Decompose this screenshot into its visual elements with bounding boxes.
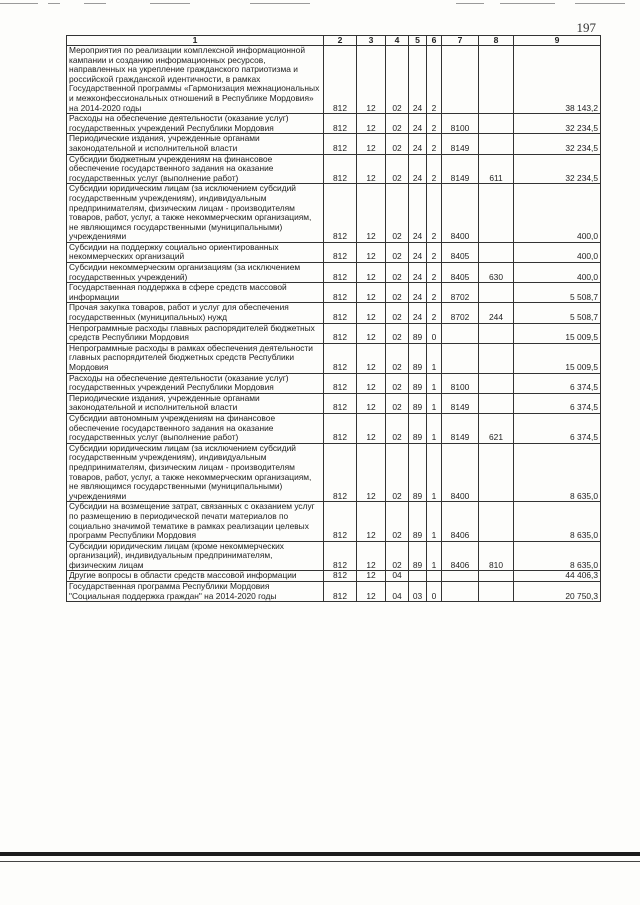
code-col-2: 812 xyxy=(324,571,357,582)
code-col-5: 24 xyxy=(409,46,427,114)
code-col-3: 12 xyxy=(357,242,386,262)
column-header: 1 xyxy=(67,36,324,46)
code-col-6: 2 xyxy=(427,184,442,243)
scan-top-marks xyxy=(0,3,640,7)
code-col-4: 02 xyxy=(386,263,409,283)
table-row xyxy=(67,283,601,303)
code-col-6: 2 xyxy=(427,46,442,114)
code-col-6: 2 xyxy=(427,242,442,262)
row-description: Периодические издания, учрежденные органами законодательной и исполнительной власти xyxy=(67,393,324,413)
code-col-2: 812 xyxy=(324,443,357,502)
code-col-6: 1 xyxy=(427,343,442,373)
code-col-8 xyxy=(479,582,514,602)
page-number: 197 xyxy=(576,20,596,35)
code-col-4: 02 xyxy=(386,46,409,114)
table-row xyxy=(67,263,601,283)
code-col-5: 89 xyxy=(409,393,427,413)
code-col-5: 89 xyxy=(409,502,427,541)
code-col-7 xyxy=(442,582,479,602)
code-col-7: 8406 xyxy=(442,541,479,571)
table-row xyxy=(67,303,601,323)
code-col-8 xyxy=(479,571,514,582)
column-header: 7 xyxy=(442,36,479,46)
amount-cell: 20 750,3 xyxy=(514,582,601,602)
code-col-4: 04 xyxy=(386,571,409,582)
amount-cell: 44 406,3 xyxy=(514,571,601,582)
code-col-3: 12 xyxy=(357,393,386,413)
table-row xyxy=(67,571,601,582)
code-col-7: 8100 xyxy=(442,114,479,134)
table-row xyxy=(67,373,601,393)
code-col-6: 1 xyxy=(427,373,442,393)
code-col-3: 12 xyxy=(357,46,386,114)
row-description: Непрограммные расходы главных распорядителей бюджетных средств Республики Мордовия xyxy=(67,323,324,343)
table-row xyxy=(67,393,601,413)
row-description: Государственная программа Республики Мордовия "Социальная поддержка граждан" на 2014-2020 годы xyxy=(67,582,324,602)
code-col-6: 1 xyxy=(427,541,442,571)
code-col-7 xyxy=(442,46,479,114)
table-row xyxy=(67,582,601,602)
code-col-5: 24 xyxy=(409,184,427,243)
amount-cell: 8 635,0 xyxy=(514,541,601,571)
row-description: Непрограммные расходы в рамках обеспечения деятельности главных распорядителей бюджетных средств Республики Мордовия xyxy=(67,343,324,373)
code-col-5: 24 xyxy=(409,154,427,184)
row-description: Расходы на обеспечение деятельности (оказание услуг) государственных учреждений Республики Мордовия xyxy=(67,114,324,134)
code-col-8 xyxy=(479,242,514,262)
code-col-4: 02 xyxy=(386,541,409,571)
code-col-5: 89 xyxy=(409,443,427,502)
amount-cell: 400,0 xyxy=(514,263,601,283)
amount-cell: 38 143,2 xyxy=(514,46,601,114)
code-col-2: 812 xyxy=(324,242,357,262)
table-row xyxy=(67,154,601,184)
amount-cell: 5 508,7 xyxy=(514,303,601,323)
code-col-5: 24 xyxy=(409,283,427,303)
column-header: 2 xyxy=(324,36,357,46)
code-col-6: 1 xyxy=(427,393,442,413)
code-col-7 xyxy=(442,343,479,373)
amount-cell: 6 374,5 xyxy=(514,413,601,443)
code-col-8 xyxy=(479,343,514,373)
column-header: 4 xyxy=(386,36,409,46)
code-col-3: 12 xyxy=(357,443,386,502)
code-col-2: 812 xyxy=(324,134,357,154)
code-col-5: 24 xyxy=(409,134,427,154)
table-body xyxy=(67,46,601,602)
code-col-2: 812 xyxy=(324,184,357,243)
code-col-5: 24 xyxy=(409,114,427,134)
code-col-2: 812 xyxy=(324,303,357,323)
code-col-7: 8405 xyxy=(442,263,479,283)
code-col-7: 8100 xyxy=(442,373,479,393)
row-description: Государственная поддержка в сфере средств массовой информации xyxy=(67,283,324,303)
code-col-3: 12 xyxy=(357,582,386,602)
table-row xyxy=(67,541,601,571)
code-col-6: 2 xyxy=(427,283,442,303)
code-col-6: 2 xyxy=(427,303,442,323)
amount-cell: 6 374,5 xyxy=(514,393,601,413)
column-header: 3 xyxy=(357,36,386,46)
code-col-2: 812 xyxy=(324,502,357,541)
code-col-3: 12 xyxy=(357,283,386,303)
code-col-4: 02 xyxy=(386,502,409,541)
code-col-4: 02 xyxy=(386,134,409,154)
code-col-4: 02 xyxy=(386,242,409,262)
code-col-8 xyxy=(479,283,514,303)
code-col-4: 02 xyxy=(386,303,409,323)
code-col-6: 2 xyxy=(427,154,442,184)
row-description: Субсидии на поддержку социально ориентированных некоммерческих организаций xyxy=(67,242,324,262)
row-description: Субсидии бюджетным учреждениям на финансовое обеспечение государственного задания на оказание государственных услуг (выполнение работ) xyxy=(67,154,324,184)
code-col-8 xyxy=(479,323,514,343)
row-description: Мероприятия по реализации комплексной информационной кампании и созданию информационных ресурсов, направленных на укрепление гражданского патриотизма и российской гражданской идентичности, в рамках Государственной программы «Гармонизация межнациональных и межконфессиональных отношений в Республике Мордовия» на 2014-2020 годы xyxy=(67,46,324,114)
code-col-4: 02 xyxy=(386,393,409,413)
amount-cell: 32 234,5 xyxy=(514,154,601,184)
code-col-6: 2 xyxy=(427,263,442,283)
table-row xyxy=(67,46,601,114)
code-col-8 xyxy=(479,184,514,243)
code-col-7: 8405 xyxy=(442,242,479,262)
code-col-2: 812 xyxy=(324,263,357,283)
code-col-7: 8406 xyxy=(442,502,479,541)
code-col-6: 1 xyxy=(427,502,442,541)
amount-cell: 8 635,0 xyxy=(514,443,601,502)
code-col-8 xyxy=(479,443,514,502)
code-col-3: 12 xyxy=(357,502,386,541)
row-description: Субсидии автономным учреждениям на финансовое обеспечение государственного задания на оказание государственных услуг (выполнение работ) xyxy=(67,413,324,443)
code-col-6: 0 xyxy=(427,323,442,343)
code-col-3: 12 xyxy=(357,134,386,154)
code-col-8 xyxy=(479,502,514,541)
code-col-5 xyxy=(409,571,427,582)
code-col-7 xyxy=(442,571,479,582)
code-col-6: 1 xyxy=(427,413,442,443)
code-col-4: 02 xyxy=(386,154,409,184)
code-col-7 xyxy=(442,323,479,343)
code-col-7: 8149 xyxy=(442,134,479,154)
code-col-7: 8149 xyxy=(442,393,479,413)
code-col-2: 812 xyxy=(324,343,357,373)
table-row xyxy=(67,413,601,443)
code-col-2: 812 xyxy=(324,154,357,184)
code-col-3: 12 xyxy=(357,373,386,393)
code-col-3: 12 xyxy=(357,343,386,373)
row-description: Периодические издания, учрежденные органами законодательной и исполнительной власти xyxy=(67,134,324,154)
amount-cell: 400,0 xyxy=(514,184,601,243)
code-col-8 xyxy=(479,134,514,154)
code-col-2: 812 xyxy=(324,541,357,571)
table-header-row xyxy=(67,36,601,46)
amount-cell: 15 009,5 xyxy=(514,343,601,373)
code-col-5: 24 xyxy=(409,263,427,283)
code-col-6: 2 xyxy=(427,114,442,134)
code-col-2: 812 xyxy=(324,413,357,443)
code-col-5: 03 xyxy=(409,582,427,602)
table-row xyxy=(67,114,601,134)
column-header: 8 xyxy=(479,36,514,46)
amount-cell: 32 234,5 xyxy=(514,134,601,154)
code-col-6: 2 xyxy=(427,134,442,154)
code-col-2: 812 xyxy=(324,393,357,413)
amount-cell: 5 508,7 xyxy=(514,283,601,303)
code-col-5: 89 xyxy=(409,323,427,343)
row-description: Прочая закупка товаров, работ и услуг для обеспечения государственных (муниципальных) нужд xyxy=(67,303,324,323)
code-col-5: 89 xyxy=(409,541,427,571)
bottom-rule xyxy=(0,852,640,856)
code-col-8: 244 xyxy=(479,303,514,323)
code-col-3: 12 xyxy=(357,413,386,443)
code-col-5: 89 xyxy=(409,413,427,443)
code-col-6: 1 xyxy=(427,443,442,502)
code-col-4: 02 xyxy=(386,373,409,393)
code-col-4: 04 xyxy=(386,582,409,602)
code-col-4: 02 xyxy=(386,323,409,343)
code-col-8 xyxy=(479,46,514,114)
code-col-8: 810 xyxy=(479,541,514,571)
row-description: Другие вопросы в области средств массовой информации xyxy=(67,571,324,582)
code-col-7: 8702 xyxy=(442,283,479,303)
amount-cell: 8 635,0 xyxy=(514,502,601,541)
amount-cell: 32 234,5 xyxy=(514,114,601,134)
code-col-4: 02 xyxy=(386,114,409,134)
budget-table xyxy=(66,35,601,602)
column-header: 5 xyxy=(409,36,427,46)
column-header: 6 xyxy=(427,36,442,46)
code-col-8: 611 xyxy=(479,154,514,184)
code-col-4: 02 xyxy=(386,413,409,443)
row-description: Субсидии юридическим лицам (кроме некоммерческих организаций), индивидуальным предпринимателям, физическим лицам xyxy=(67,541,324,571)
code-col-2: 812 xyxy=(324,582,357,602)
code-col-5: 24 xyxy=(409,242,427,262)
code-col-7: 8149 xyxy=(442,154,479,184)
code-col-4: 02 xyxy=(386,184,409,243)
code-col-4: 02 xyxy=(386,443,409,502)
code-col-8 xyxy=(479,393,514,413)
code-col-3: 12 xyxy=(357,541,386,571)
table-row xyxy=(67,443,601,502)
column-header: 9 xyxy=(514,36,601,46)
row-description: Субсидии юридическим лицам (за исключением субсидий государственным учреждениям), индивидуальным предпринимателям, физическим лицам - производителям товаров, работ, услуг, а также некоммерческим организациям, не являющимся государственными (муниципальными) учреждениями xyxy=(67,184,324,243)
code-col-8 xyxy=(479,373,514,393)
code-col-2: 812 xyxy=(324,46,357,114)
table-row xyxy=(67,343,601,373)
code-col-3: 12 xyxy=(357,303,386,323)
code-col-7: 8702 xyxy=(442,303,479,323)
code-col-3: 12 xyxy=(357,154,386,184)
code-col-2: 812 xyxy=(324,114,357,134)
row-description: Субсидии на возмещение затрат, связанных с оказанием услуг по размещению в периодической печати материалов по социально значимой тематике в рамках реализации целевых программ Республики Мордовия xyxy=(67,502,324,541)
code-col-3: 12 xyxy=(357,571,386,582)
amount-cell: 400,0 xyxy=(514,242,601,262)
code-col-3: 12 xyxy=(357,263,386,283)
code-col-2: 812 xyxy=(324,283,357,303)
row-description: Расходы на обеспечение деятельности (оказание услуг) государственных учреждений Республики Мордовия xyxy=(67,373,324,393)
row-description: Субсидии юридическим лицам (за исключением субсидий государственным учреждениям), индивидуальным предпринимателям, физическим лицам - производителям товаров, работ, услуг, а также некоммерческим организациям, не являющимся государственными (муниципальными) учреждениями xyxy=(67,443,324,502)
code-col-7: 8149 xyxy=(442,413,479,443)
code-col-8: 621 xyxy=(479,413,514,443)
table-row xyxy=(67,323,601,343)
code-col-3: 12 xyxy=(357,184,386,243)
code-col-5: 89 xyxy=(409,373,427,393)
code-col-5: 89 xyxy=(409,343,427,373)
code-col-8 xyxy=(479,114,514,134)
amount-cell: 6 374,5 xyxy=(514,373,601,393)
code-col-2: 812 xyxy=(324,323,357,343)
code-col-2: 812 xyxy=(324,373,357,393)
code-col-3: 12 xyxy=(357,323,386,343)
code-col-4: 02 xyxy=(386,283,409,303)
table-row xyxy=(67,184,601,243)
code-col-6: 0 xyxy=(427,582,442,602)
table-row xyxy=(67,502,601,541)
amount-cell: 15 009,5 xyxy=(514,323,601,343)
code-col-5: 24 xyxy=(409,303,427,323)
code-col-7: 8400 xyxy=(442,443,479,502)
bottom-rule-thin xyxy=(0,861,640,862)
row-description: Субсидии некоммерческим организациям (за исключением государственных учреждений) xyxy=(67,263,324,283)
code-col-6 xyxy=(427,571,442,582)
table-row xyxy=(67,242,601,262)
code-col-3: 12 xyxy=(357,114,386,134)
code-col-4: 02 xyxy=(386,343,409,373)
table-row xyxy=(67,134,601,154)
code-col-8: 630 xyxy=(479,263,514,283)
code-col-7: 8400 xyxy=(442,184,479,243)
